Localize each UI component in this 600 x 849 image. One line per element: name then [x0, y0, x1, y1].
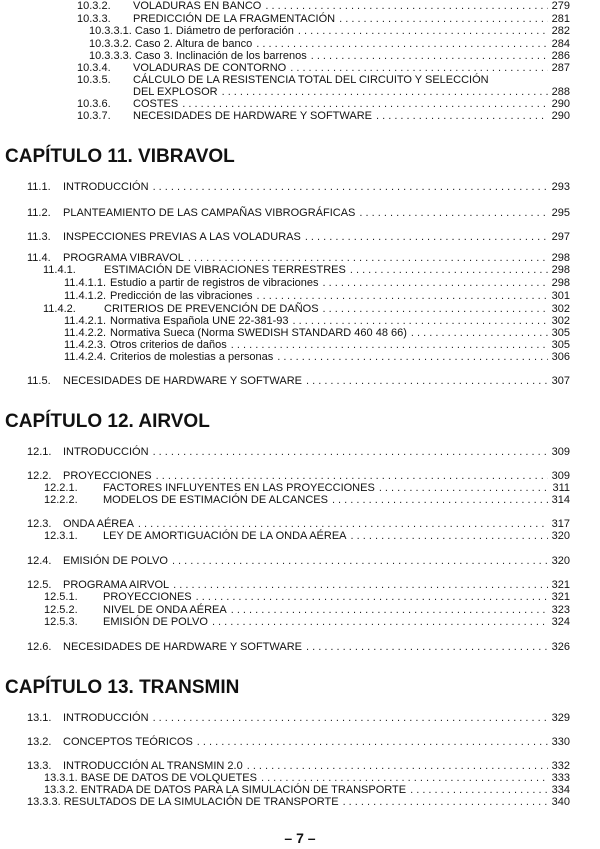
- entry-number: 12.2.: [27, 470, 52, 482]
- entry-page: 284: [551, 38, 570, 50]
- entry-title: 13.3.2. ENTRADA DE DATOS PARA LA SIMULACIÓN DE TRANSPORTE: [44, 784, 407, 796]
- entry-number: 12.4.: [27, 555, 52, 567]
- entry-title: PREDICCIÓN DE LA FRAGMENTACIÓN: [133, 13, 336, 25]
- entry-page: 290: [551, 98, 570, 110]
- entry-page: 332: [551, 760, 570, 772]
- dot-leader: [298, 25, 548, 38]
- dot-leader: [153, 181, 548, 194]
- dot-leader: [351, 530, 548, 543]
- entry-title: 10.3.3.2. Caso 2. Altura de banco: [89, 38, 253, 50]
- entry-page: 340: [551, 796, 570, 808]
- entry-number: 11.4.2.2.: [64, 327, 106, 339]
- entry-title: Predicción de las vibraciones: [110, 290, 253, 302]
- entry-page: 293: [551, 181, 570, 193]
- entry-number: 11.4.1.2.: [64, 290, 106, 302]
- entry-title: PROYECCIONES: [63, 470, 152, 482]
- entry-title: LEY DE AMORTIGUACIÓN DE LA ONDA AÉREA: [103, 530, 347, 542]
- entry-number: 11.4.1.: [43, 264, 76, 276]
- entry-number: 10.3.2.: [77, 0, 111, 12]
- dot-leader: [153, 446, 548, 459]
- entry-page: 297: [551, 231, 570, 243]
- entry-page: 320: [551, 555, 570, 567]
- chapter-heading: CAPÍTULO 13. TRANSMIN: [5, 677, 240, 698]
- entry-title: ONDA AÉREA: [63, 518, 134, 530]
- entry-number: 11.4.2.1.: [64, 315, 106, 327]
- entry-page: 301: [551, 290, 570, 302]
- dot-leader: [306, 375, 548, 388]
- entry-page: 311: [552, 482, 570, 494]
- entry-page: 298: [551, 277, 570, 289]
- entry-title: COSTES: [133, 98, 179, 110]
- entry-title: Estudio a partir de registros de vibraciones: [110, 277, 319, 289]
- dot-leader: [153, 712, 548, 725]
- entry-title: NECESIDADES DE HARDWARE Y SOFTWARE: [63, 641, 302, 653]
- entry-page: 309: [551, 446, 570, 458]
- entry-number: 11.1.: [27, 181, 51, 193]
- dot-leader: [305, 231, 548, 244]
- toc-entry[interactable]: [0, 351, 600, 364]
- entry-page: 282: [551, 25, 570, 37]
- chapter-heading: CAPÍTULO 12. AIRVOL: [5, 411, 210, 432]
- entry-title: 13.3.3. RESULTADOS DE LA SIMULACIÓN DE TRANSPORTE: [27, 796, 339, 808]
- entry-page: 320: [551, 530, 570, 542]
- dot-leader: [343, 796, 548, 809]
- entry-number: 12.2.1.: [44, 482, 78, 494]
- toc-entry[interactable]: [0, 494, 600, 507]
- toc-entry[interactable]: [0, 181, 600, 194]
- toc-entry[interactable]: [0, 375, 600, 388]
- toc-entry[interactable]: [0, 207, 600, 220]
- dot-leader: [306, 641, 548, 654]
- toc-entry[interactable]: [0, 530, 600, 543]
- dot-leader: [212, 616, 548, 629]
- dot-leader: [197, 736, 548, 749]
- toc-entry[interactable]: [0, 641, 600, 654]
- entry-page: 323: [551, 604, 570, 616]
- entry-number: 11.5.: [27, 375, 51, 387]
- toc-entry[interactable]: [0, 110, 600, 123]
- entry-number: 12.3.1.: [44, 530, 78, 542]
- dot-leader: [359, 207, 547, 220]
- entry-number: 12.5.3.: [44, 616, 78, 628]
- toc-entry[interactable]: [0, 264, 600, 277]
- entry-page: 288: [551, 86, 570, 98]
- entry-title: PROGRAMA VIBRAVOL: [63, 252, 184, 264]
- dot-leader: [256, 290, 547, 303]
- entry-title: 10.3.3.3. Caso 3. Inclinación de los barrenos: [89, 50, 307, 62]
- entry-title: VOLADURAS DE CONTORNO: [133, 62, 287, 74]
- entry-page: 333: [551, 772, 570, 784]
- entry-title: DEL EXPLOSOR: [133, 86, 218, 98]
- entry-title: INTRODUCCIÓN AL TRANSMIN 2.0: [63, 760, 243, 772]
- entry-title: Otros criterios de daños: [110, 339, 227, 351]
- entry-number: 10.3.6.: [77, 98, 111, 110]
- entry-page: 302: [551, 303, 570, 315]
- entry-title: EMISIÓN DE POLVO: [103, 616, 208, 628]
- entry-page: 321: [551, 579, 570, 591]
- entry-number: 13.1.: [27, 712, 52, 724]
- entry-number: 11.2.: [27, 207, 51, 219]
- entry-title: NECESIDADES DE HARDWARE Y SOFTWARE: [133, 110, 372, 122]
- entry-number: 12.1.: [27, 446, 52, 458]
- entry-number: 10.3.3.: [77, 13, 111, 25]
- entry-title: Normativa Sueca (Norma SWEDISH STANDARD 460 48 66): [110, 327, 407, 339]
- entry-title: INSPECCIONES PREVIAS A LAS VOLADURAS: [63, 231, 301, 243]
- entry-number: 11.4.1.1.: [64, 277, 106, 289]
- entry-page: 305: [551, 327, 570, 339]
- toc-entry[interactable]: [0, 231, 600, 244]
- entry-title: MODELOS DE ESTIMACIÓN DE ALCANCES: [103, 494, 328, 506]
- entry-number: 10.3.5.: [77, 74, 111, 86]
- entry-title: INTRODUCCIÓN: [63, 181, 149, 193]
- toc-entry[interactable]: [0, 25, 600, 38]
- entry-page: 295: [551, 207, 570, 219]
- entry-title: PROGRAMA AIRVOL: [63, 579, 170, 591]
- dot-leader: [265, 0, 547, 13]
- entry-page: 321: [551, 591, 570, 603]
- entry-number: 11.4.2.3.: [64, 339, 106, 351]
- entry-title: Criterios de molestias a personas: [110, 351, 274, 363]
- entry-page: 302: [551, 315, 570, 327]
- entry-title: EMISIÓN DE POLVO: [63, 555, 168, 567]
- toc-entry[interactable]: [0, 616, 600, 629]
- entry-number: 11.4.2.4.: [64, 351, 106, 363]
- entry-page: 287: [551, 62, 570, 74]
- entry-page: 305: [551, 339, 570, 351]
- entry-number: 11.4.: [27, 252, 51, 264]
- entry-title: Normativa Española UNE 22-381-93: [110, 315, 289, 327]
- entry-title: 10.3.3.1. Caso 1. Diámetro de perforación: [89, 25, 294, 37]
- entry-title: FACTORES INFLUYENTES EN LAS PROYECCIONES: [103, 482, 375, 494]
- dot-leader: [172, 555, 548, 568]
- dot-leader: [323, 277, 548, 290]
- entry-title: CRITERIOS DE PREVENCIÓN DE DAÑOS: [104, 303, 319, 315]
- entry-title: ESTIMACIÓN DE VIBRACIONES TERRESTRES: [104, 264, 346, 276]
- entry-title: PROYECCIONES: [103, 591, 192, 603]
- toc-entry[interactable]: [0, 591, 600, 604]
- toc-entry[interactable]: [0, 446, 600, 459]
- entry-number: 11.3.: [27, 231, 51, 243]
- entry-number: 13.3.: [27, 760, 52, 772]
- entry-title: 13.3.1. BASE DE DATOS DE VOLQUETES: [44, 772, 257, 784]
- toc-entry[interactable]: [0, 0, 600, 13]
- entry-page: 326: [551, 641, 570, 653]
- dot-leader: [332, 494, 548, 507]
- entry-title: NECESIDADES DE HARDWARE Y SOFTWARE: [63, 375, 302, 387]
- entry-page: 329: [551, 712, 570, 724]
- dot-leader: [277, 351, 547, 364]
- entry-page: 307: [551, 375, 570, 387]
- entry-title: CÁLCULO DE LA RESISTENCIA TOTAL DEL CIRCUITO Y SELECCIÓN: [133, 74, 489, 86]
- entry-page: 286: [551, 50, 570, 62]
- toc-entry[interactable]: [0, 736, 600, 749]
- entry-number: 10.3.4.: [77, 62, 111, 74]
- entry-page: 281: [551, 13, 570, 25]
- entry-number: 11.4.2.: [43, 303, 76, 315]
- entry-page: 309: [551, 470, 570, 482]
- entry-number: 12.5.1.: [44, 591, 78, 603]
- toc-entry[interactable]: [0, 555, 600, 568]
- entry-number: 13.2.: [27, 736, 52, 748]
- entry-page: 290: [551, 110, 570, 122]
- entry-page: 306: [551, 351, 570, 363]
- entry-number: 12.3.: [27, 518, 52, 530]
- entry-title: CONCEPTOS TEÓRICOS: [63, 736, 193, 748]
- toc-entry[interactable]: [0, 796, 600, 809]
- entry-title: VOLADURAS EN BANCO: [133, 0, 262, 12]
- entry-page: 317: [551, 518, 570, 530]
- entry-page: 324: [551, 616, 570, 628]
- toc-entry[interactable]: [0, 290, 600, 303]
- entry-page: 298: [551, 252, 570, 264]
- entry-page: 334: [551, 784, 570, 796]
- chapter-heading: CAPÍTULO 11. VIBRAVOL: [5, 146, 235, 167]
- entry-title: PLANTEAMIENTO DE LAS CAMPAÑAS VIBROGRÁFICAS: [63, 207, 356, 219]
- entry-title: INTRODUCCIÓN: [63, 712, 149, 724]
- entry-number: 10.3.7.: [77, 110, 111, 122]
- toc-entry[interactable]: [0, 712, 600, 725]
- dot-leader: [350, 264, 548, 277]
- entry-number: 12.2.2.: [44, 494, 78, 506]
- entry-page: 298: [551, 264, 570, 276]
- entry-number: 12.5.: [27, 579, 52, 591]
- entry-number: 12.5.2.: [44, 604, 78, 616]
- entry-number: 12.6.: [27, 641, 52, 653]
- dot-leader: [196, 591, 548, 604]
- entry-title: NIVEL DE ONDA AÉREA: [103, 604, 227, 616]
- page-number: – 7 –: [284, 830, 316, 846]
- entry-page: 330: [551, 736, 570, 748]
- entry-page: 314: [551, 494, 570, 506]
- toc-entry[interactable]: [0, 277, 600, 290]
- dot-leader: [376, 110, 548, 123]
- entry-title: INTRODUCCIÓN: [63, 446, 149, 458]
- entry-page: 279: [551, 0, 570, 12]
